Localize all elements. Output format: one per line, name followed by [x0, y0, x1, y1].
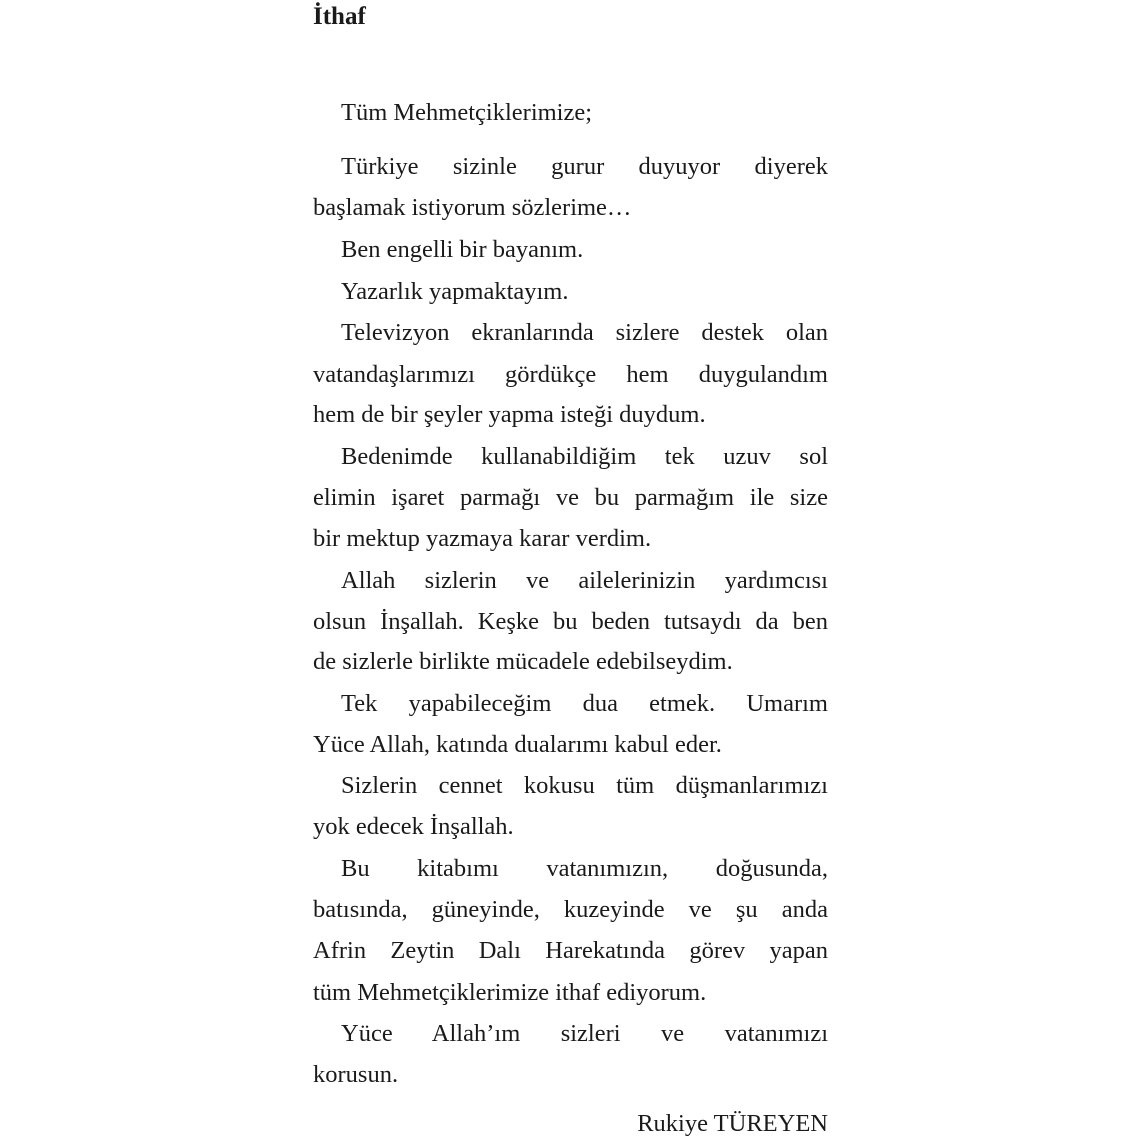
paragraph-line: Ben engelli bir bayanım. [341, 236, 584, 263]
paragraph-line: hem de bir şeyler yapma isteği duydum. [313, 401, 706, 428]
paragraph-line: yok edecek İnşallah. [313, 813, 514, 840]
paragraph-line: bir mektup yazmaya karar verdim. [313, 525, 652, 552]
paragraph-line: batısında, güneyinde, kuzeyinde ve şu anda [313, 896, 828, 923]
paragraph-line: Televizyon ekranlarında sizlere destek olan [341, 319, 828, 346]
paragraph-line: de sizlerle birlikte mücadele edebilseydim. [313, 648, 733, 675]
paragraph-line: Yüce Allah’ım sizleri ve vatanımızı [341, 1020, 828, 1047]
paragraph-line: elimin işaret parmağı ve bu parmağım ile size [313, 484, 828, 511]
paragraph-line: Bu kitabımı vatanımızın, doğusunda, [341, 855, 828, 882]
paragraph-line: Afrin Zeytin Dalı Harekatında görev yapan [313, 937, 828, 964]
paragraph-line: Allah sizlerin ve ailelerinizin yardımcısı [341, 567, 828, 594]
paragraph-line: başlamak istiyorum sözlerime… [313, 194, 632, 221]
paragraph-line: vatandaşlarımızı gördükçe hem duygulandım [313, 361, 828, 388]
page-title: İthaf [313, 3, 366, 30]
paragraph-line: tüm Mehmetçiklerimize ithaf ediyorum. [313, 979, 707, 1006]
paragraph-line: korusun. [313, 1061, 399, 1088]
paragraph-line: Yazarlık yapmaktayım. [341, 278, 569, 305]
paragraph-line: Yüce Allah, katında dualarımı kabul eder. [313, 731, 722, 758]
salutation: Tüm Mehmetçiklerimize; [341, 99, 593, 126]
dedication-page [313, 0, 828, 1140]
paragraph-line: olsun İnşallah. Keşke bu beden tutsaydı da ben [313, 608, 828, 635]
author-signature: Rukiye TÜREYEN [637, 1110, 828, 1137]
paragraph-line: Türkiye sizinle gurur duyuyor diyerek [341, 153, 828, 180]
paragraph-line: Tek yapabileceğim dua etmek. Umarım [341, 690, 828, 717]
paragraph-line: Bedenimde kullanabildiğim tek uzuv sol [341, 443, 828, 470]
paragraph-line: Sizlerin cennet kokusu tüm düşmanlarımızı [341, 772, 828, 799]
